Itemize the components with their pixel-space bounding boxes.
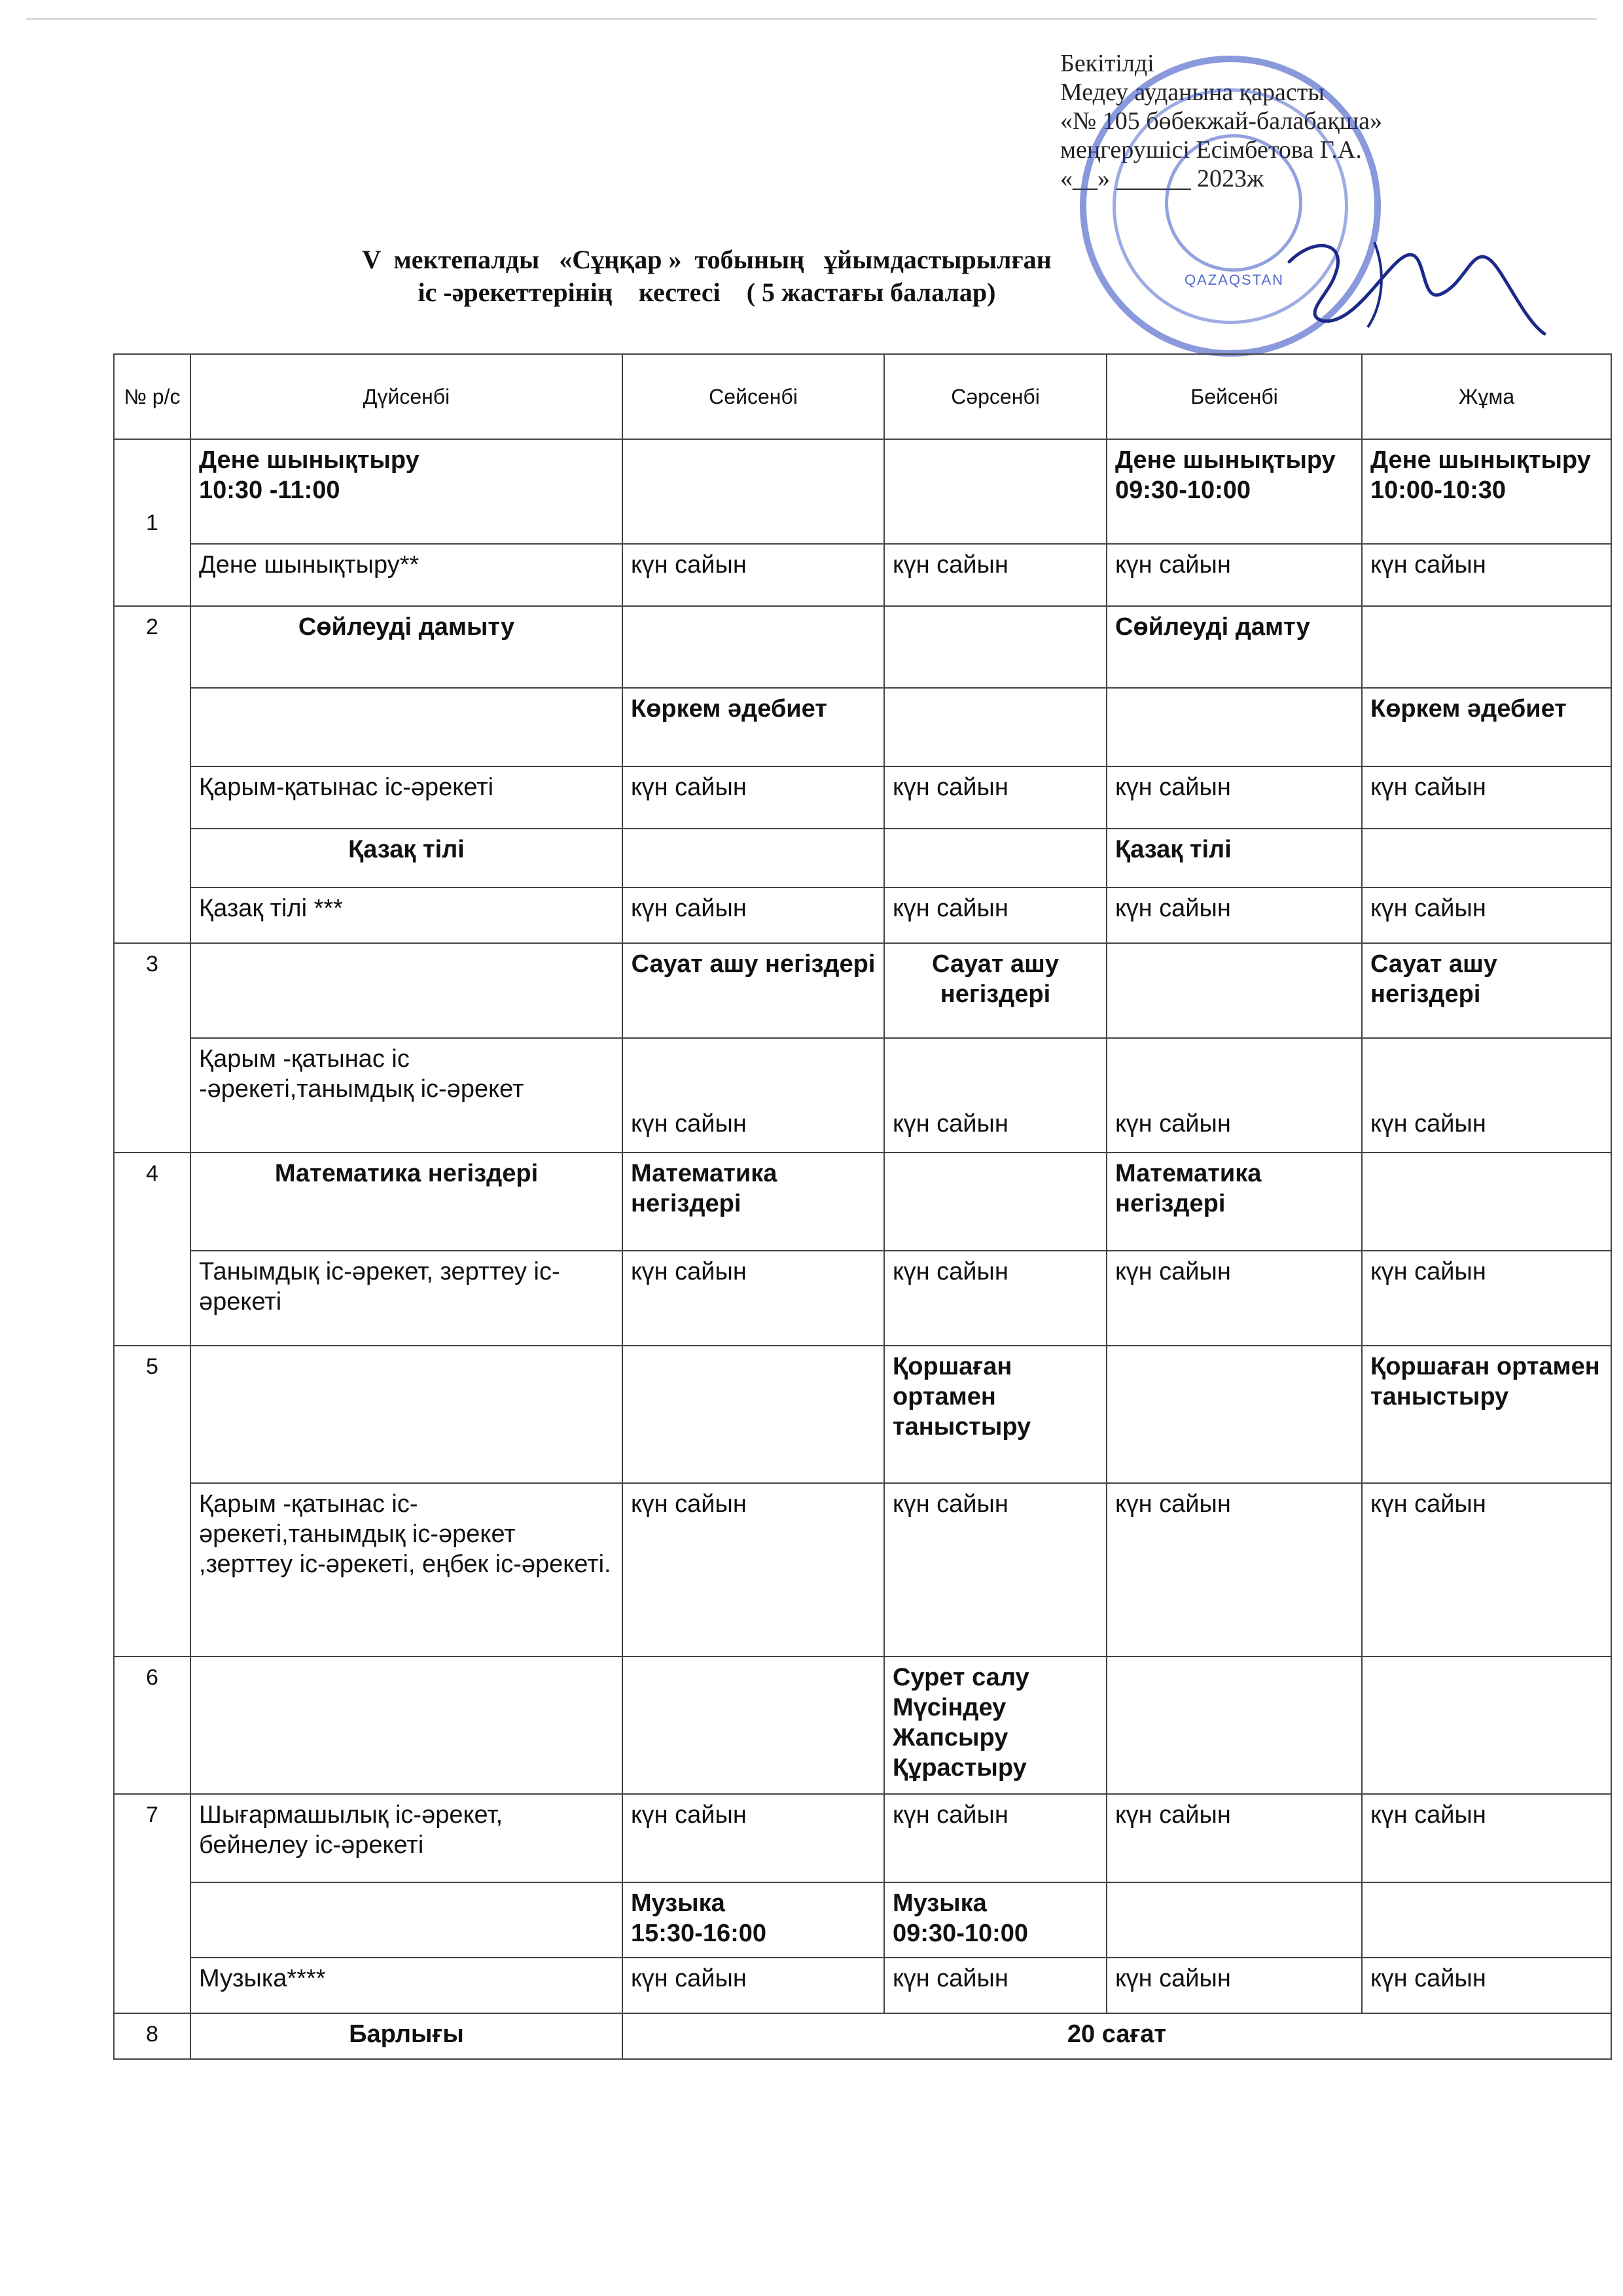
cell (190, 1882, 622, 1958)
cell (884, 439, 1107, 544)
header-thursday: Бейсенбі (1107, 354, 1362, 439)
cell (884, 829, 1107, 888)
cell-text: 15:30-16:00 (631, 1920, 767, 1947)
table-row (114, 1153, 1611, 1251)
cell (1107, 1882, 1362, 1958)
cell: күн сайын (1107, 1483, 1362, 1657)
cell (622, 1882, 884, 1958)
cell: Дене шынықтыру** (190, 544, 622, 606)
cell (1362, 1153, 1611, 1251)
row-number: 6 (114, 1657, 190, 1794)
table-row (114, 1882, 1611, 1958)
cell: Математика негіздері (190, 1153, 622, 1251)
table-row (114, 688, 1611, 766)
cell: Танымдық іс-әрекет, зерттеу іс-әрекеті (190, 1251, 622, 1346)
table-row (114, 1038, 1611, 1153)
cell (884, 1657, 1107, 1794)
cell: күн сайын (622, 766, 884, 829)
cell (1107, 1657, 1362, 1794)
cell (190, 439, 622, 544)
cell: күн сайын (884, 766, 1107, 829)
cell: Қазақ тілі (1107, 829, 1362, 888)
header-num: № р/с (114, 354, 190, 439)
cell: күн сайын (1362, 1483, 1611, 1657)
cell-text: 10:00-10:30 (1370, 476, 1507, 504)
cell: Қоршаған ортамен таныстыру (1362, 1346, 1611, 1483)
cell: Сөйлеуді дамыту (190, 606, 622, 688)
cell: Қазақ тілі (190, 829, 622, 888)
cell: Көркем әдебиет (1362, 688, 1611, 766)
cell-text: Дене шынықтыру (1115, 446, 1336, 474)
cell: Қоршаған ортамен таныстыру (884, 1346, 1107, 1483)
cell: Қарым-қатынас іс-әрекеті (190, 766, 622, 829)
cell-text: Дене шынықтыру (199, 446, 419, 474)
approval-line-1: Бекітілді (1060, 50, 1154, 77)
title-line-1: V мектепалды «Сұңқар » тобының ұйымдастырылған (362, 245, 1052, 274)
cell: күн сайын (884, 1483, 1107, 1657)
row-number: 2 (114, 606, 190, 943)
cell: күн сайын (1107, 766, 1362, 829)
cell (1107, 1346, 1362, 1483)
cell: күн сайын (1362, 888, 1611, 943)
cell: күн сайын (884, 888, 1107, 943)
cell: күн сайын (1362, 1794, 1611, 1882)
table-row (114, 544, 1611, 606)
cell (622, 439, 884, 544)
cell: күн сайын (1107, 1794, 1362, 1882)
cell-text: 09:30-10:00 (893, 1920, 1029, 1947)
row-number: 3 (114, 943, 190, 1153)
cell: күн сайын (1107, 888, 1362, 943)
cell: күн сайын (622, 888, 884, 943)
cell: Математика негіздері (1107, 1153, 1362, 1251)
cell: Сауат ашу негіздері (884, 943, 1107, 1038)
cell-text: Музыка (631, 1890, 725, 1917)
cell: күн сайын (1362, 1958, 1611, 2013)
cell (884, 688, 1107, 766)
table-row (114, 606, 1611, 688)
row-number: 4 (114, 1153, 190, 1346)
cell: күн сайын (622, 1958, 884, 2013)
cell: күн сайын (1362, 766, 1611, 829)
cell: күн сайын (1107, 544, 1362, 606)
cell: күн сайын (884, 1794, 1107, 1882)
header-tuesday: Сейсенбі (622, 354, 884, 439)
top-rule (26, 18, 1597, 20)
cell (190, 1346, 622, 1483)
cell: Математика негіздері (622, 1153, 884, 1251)
cell: күн сайын (622, 1483, 884, 1657)
row-number: 7 (114, 1794, 190, 2013)
cell (190, 943, 622, 1038)
approval-line-4: меңгерушісі Есімбетова Г.А. (1060, 136, 1362, 164)
cell: Сауат ашу негіздері (622, 943, 884, 1038)
cell (622, 829, 884, 888)
cell (884, 1882, 1107, 1958)
cell (1107, 943, 1362, 1038)
cell: күн сайын (1362, 1038, 1611, 1153)
table-row (114, 943, 1611, 1038)
cell (622, 606, 884, 688)
cell (190, 688, 622, 766)
cell (1362, 1882, 1611, 1958)
table-row (114, 439, 1611, 544)
table-row (114, 888, 1611, 943)
page-title (249, 243, 1165, 309)
cell (1107, 439, 1362, 544)
stamp-country-text: QAZAQSTAN (1185, 272, 1285, 288)
cell: күн сайын (884, 1958, 1107, 2013)
cell (1362, 829, 1611, 888)
cell (1362, 606, 1611, 688)
cell: Қарым -қатынас іс-әрекеті,танымдық іс-әрекет ,зерттеу іс-әрекеті, еңбек іс-әрекеті. (190, 1483, 622, 1657)
cell: Көркем әдебиет (622, 688, 884, 766)
cell: күн сайын (622, 544, 884, 606)
cell-text: Мүсіндеу (893, 1694, 1007, 1721)
total-label: Барлығы (190, 2013, 622, 2059)
cell: күн сайын (884, 1038, 1107, 1153)
cell-text: Жапсыру (893, 1724, 1008, 1751)
cell: Шығармашылық іс-әрекет, бейнелеу іс-әрекеті (190, 1794, 622, 1882)
signature-icon (1276, 223, 1551, 340)
cell (622, 1346, 884, 1483)
cell: күн сайын (1107, 1958, 1362, 2013)
cell (884, 606, 1107, 688)
cell (622, 1657, 884, 1794)
schedule-table (113, 353, 1612, 2060)
table-row (114, 1346, 1611, 1483)
approval-line-3: «№ 105 бөбекжай-балабақша» (1060, 107, 1383, 135)
cell: Музыка**** (190, 1958, 622, 2013)
cell: күн сайын (622, 1038, 884, 1153)
cell: күн сайын (1362, 1251, 1611, 1346)
approval-line-2: Медеу ауданына қарасты (1060, 79, 1325, 106)
cell: күн сайын (884, 1251, 1107, 1346)
table-row (114, 1251, 1611, 1346)
cell (884, 1153, 1107, 1251)
cell: күн сайын (884, 544, 1107, 606)
cell: Сөйлеуді дамту (1107, 606, 1362, 688)
cell: күн сайын (1107, 1251, 1362, 1346)
table-row (114, 1657, 1611, 1794)
cell-text: Дене шынықтыру (1370, 446, 1591, 474)
approval-line-5: «__» ______ 2023ж (1060, 165, 1264, 192)
table-row (114, 1483, 1611, 1657)
cell: күн сайын (1107, 1038, 1362, 1153)
table-row (114, 829, 1611, 888)
table-row (114, 1958, 1611, 2013)
cell-text: 10:30 -11:00 (199, 476, 340, 504)
cell (1107, 688, 1362, 766)
row-number: 5 (114, 1346, 190, 1657)
cell: Қазақ тілі *** (190, 888, 622, 943)
cell: Қарым -қатынас іс -әрекеті,танымдық іс-әрекет (190, 1038, 622, 1153)
header-wednesday: Сәрсенбі (884, 354, 1107, 439)
cell-text: Құрастыру (893, 1754, 1027, 1782)
header-monday: Дүйсенбі (190, 354, 622, 439)
cell: күн сайын (1362, 544, 1611, 606)
cell: күн сайын (622, 1251, 884, 1346)
header-friday: Жұма (1362, 354, 1611, 439)
total-value: 20 сағат (622, 2013, 1611, 2059)
cell-text: Музыка (893, 1890, 987, 1917)
cell (1362, 1657, 1611, 1794)
table-header-row (114, 354, 1611, 439)
table-row (114, 766, 1611, 829)
title-line-2: іс -әрекеттерінің кестесі ( 5 жастағы балалар) (418, 278, 996, 307)
cell: күн сайын (622, 1794, 884, 1882)
table-row (114, 2013, 1611, 2059)
table-row (114, 1794, 1611, 1882)
cell-text: 09:30-10:00 (1115, 476, 1251, 504)
cell: Сауат ашу негіздері (1362, 943, 1611, 1038)
row-number: 8 (114, 2013, 190, 2059)
row-number: 1 (114, 439, 190, 606)
cell (190, 1657, 622, 1794)
cell-text: Сурет салу (893, 1664, 1029, 1691)
cell (1362, 439, 1611, 544)
